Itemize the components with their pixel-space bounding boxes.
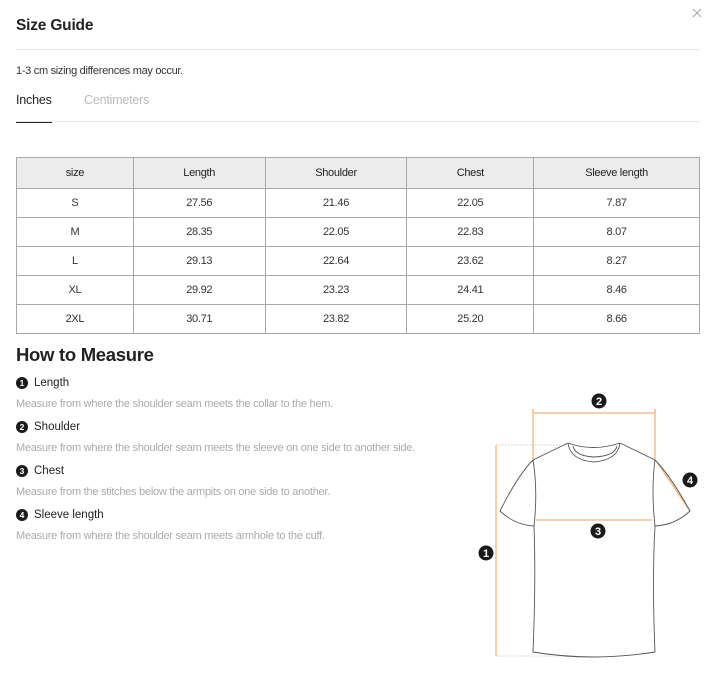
- cell-length: 28.35: [133, 218, 265, 247]
- cell-size: M: [17, 218, 134, 247]
- measure-item-shoulder: [16, 418, 456, 462]
- measure-description: Measure from the stitches below the armpits on one side to another.: [16, 486, 331, 498]
- cell-sleeve-length: 8.07: [534, 218, 700, 247]
- unit-tabs: [16, 93, 700, 122]
- table-row: [17, 189, 700, 218]
- table-row: [17, 305, 700, 334]
- cell-shoulder: 21.46: [265, 189, 407, 218]
- cell-sleeve-length: 7.87: [534, 189, 700, 218]
- header-sleeve-length: Sleeve length: [534, 158, 700, 189]
- how-to-measure-title: How to Measure: [16, 344, 154, 365]
- cell-chest: 23.62: [407, 247, 534, 276]
- measure-description: Measure from where the shoulder seam meets the collar to the hem.: [16, 398, 333, 410]
- svg-text:1: 1: [482, 548, 490, 560]
- cell-sleeve-length: 8.66: [534, 305, 700, 334]
- cell-chest: 24.41: [407, 276, 534, 305]
- measure-item-chest: [16, 462, 456, 506]
- number-2-icon: 2: [16, 421, 28, 433]
- measure-label: Sleeve length: [34, 508, 104, 521]
- svg-text:2: 2: [595, 396, 603, 408]
- size-table: [16, 157, 700, 334]
- close-icon[interactable]: [690, 6, 704, 20]
- cell-size: L: [17, 247, 134, 276]
- number-3-icon: 3: [16, 465, 28, 477]
- measure-description: Measure from where the shoulder seam meets armhole to the cuff.: [16, 530, 325, 542]
- cell-chest: 22.83: [407, 218, 534, 247]
- cell-chest: 22.05: [407, 189, 534, 218]
- measure-label: Chest: [34, 464, 65, 477]
- cell-sleeve-length: 8.27: [534, 247, 700, 276]
- table-row: [17, 247, 700, 276]
- cell-chest: 25.20: [407, 305, 534, 334]
- cell-shoulder: 23.82: [265, 305, 407, 334]
- header-chest: Chest: [407, 158, 534, 189]
- tab-inches[interactable]: Inches: [16, 93, 52, 122]
- cell-length: 29.13: [133, 247, 265, 276]
- sizing-note: 1-3 cm sizing differences may occur.: [16, 65, 183, 77]
- divider: [16, 49, 700, 50]
- tshirt-measure-diagram: [470, 380, 716, 670]
- measure-list: [16, 374, 456, 550]
- svg-text:4: 4: [686, 475, 694, 487]
- svg-text:3: 3: [594, 526, 602, 538]
- cell-sleeve-length: 8.46: [534, 276, 700, 305]
- cell-length: 29.92: [133, 276, 265, 305]
- header-size: size: [17, 158, 134, 189]
- cell-shoulder: 22.05: [265, 218, 407, 247]
- table-row: [17, 276, 700, 305]
- cell-length: 30.71: [133, 305, 265, 334]
- header-length: Length: [133, 158, 265, 189]
- cell-shoulder: 23.23: [265, 276, 407, 305]
- header-shoulder: Shoulder: [265, 158, 407, 189]
- measure-label: Shoulder: [34, 420, 81, 433]
- cell-shoulder: 22.64: [265, 247, 407, 276]
- measure-label: Length: [34, 376, 70, 389]
- cell-size: XL: [17, 276, 134, 305]
- measure-item-sleeve-length: [16, 506, 456, 550]
- modal-title: Size Guide: [16, 17, 94, 34]
- cell-size: S: [17, 189, 134, 218]
- measure-item-length: [16, 374, 456, 418]
- cell-length: 27.56: [133, 189, 265, 218]
- tab-centimeters[interactable]: Centimeters: [84, 93, 150, 107]
- table-header-row: [17, 158, 700, 189]
- measure-description: Measure from where the shoulder seam meets the sleeve on one side to another side.: [16, 442, 415, 454]
- number-1-icon: 1: [16, 377, 28, 389]
- table-row: [17, 218, 700, 247]
- number-4-icon: 4: [16, 509, 28, 521]
- cell-size: 2XL: [17, 305, 134, 334]
